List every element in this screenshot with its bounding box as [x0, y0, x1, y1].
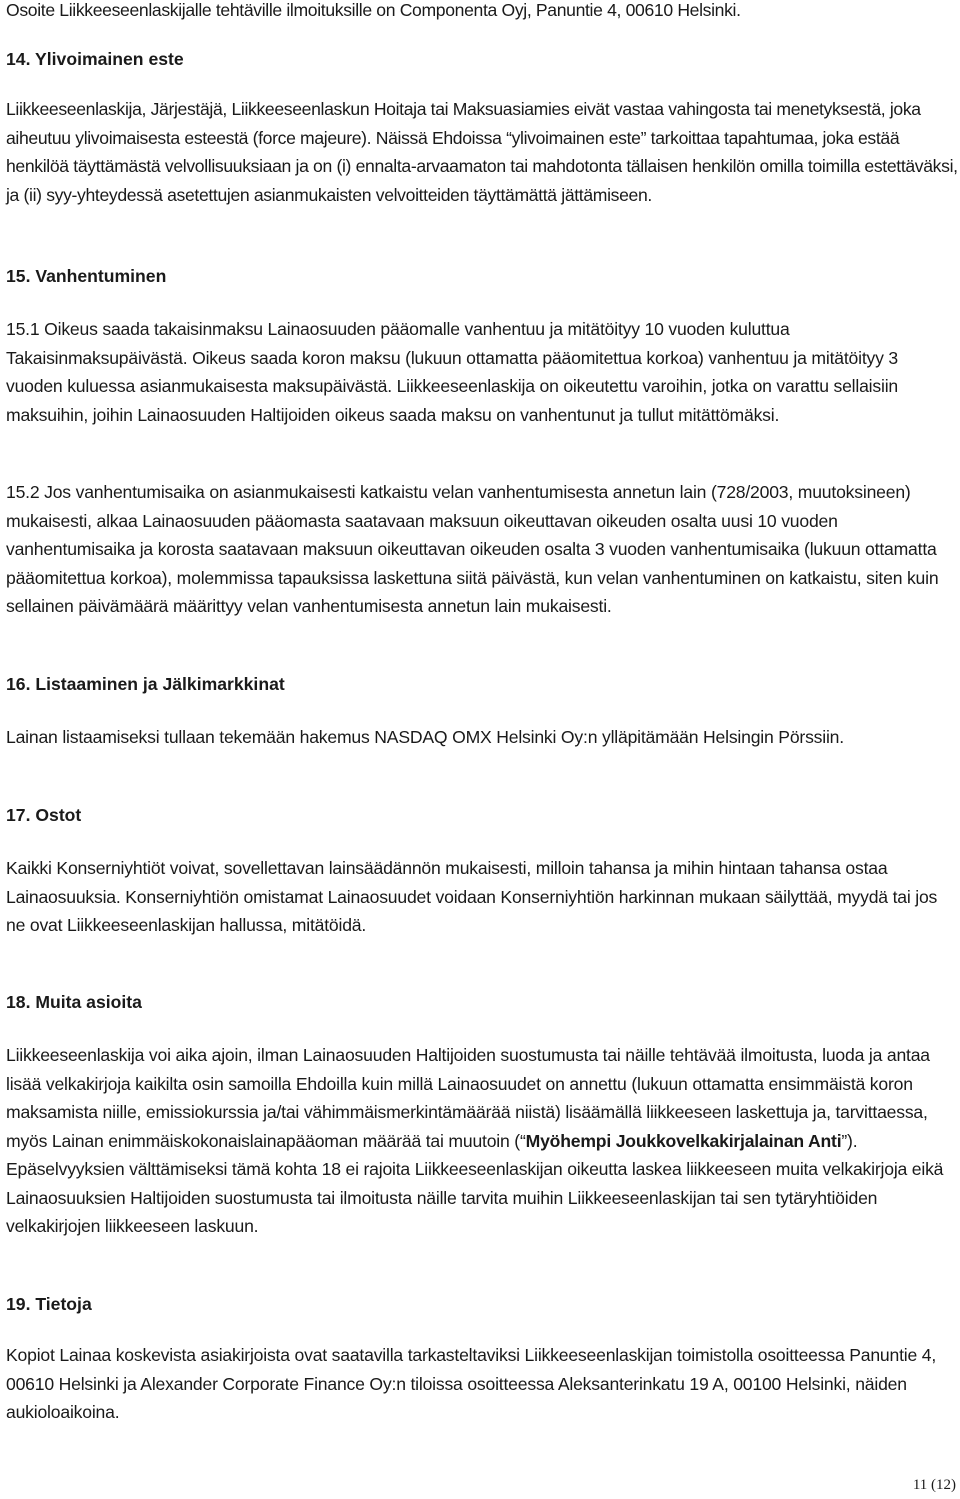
section-18-clarification: Epäselvyyksien välttämiseksi tämä kohta 18 ei rajoita Liikkeeseenlaskijan oikeutta laskea liikkeeseen muita velkakirjoja eikä Lainaosuuksien Haltijoiden suostumusta tai ilmoitusta näille tarvita muihin Liikkeeseenlaskijan tai sen tytäryhtiöiden velkakirjojen liikkeeseen laskuun. [6, 1159, 944, 1236]
section-15-1-paragraph: 15.1 Oikeus saada takaisinmaksu Lainaosuuden pääomalle vanhentuu ja mitätöityy 10 vuoden kuluttua Takaisinmaksupäivästä. Oikeus saada koron maksu (lukuun ottamatta pääomitettua korkoa) vanhentuu ja mitätöityy 3 vuoden kuluessa asianmukaisesta maksupäivästä. Liikkeeseenlaskija on oikeutettu varoihin, jotka on varattu sellaisiin maksuihin, joihin Lainaosuuden Haltijoiden oikeus saada maksu on vanhentunut ja tullut mitättömäksi. [6, 319, 898, 425]
section-15-2-paragraph: 15.2 Jos vanhentumisaika on asianmukaisesti katkaistu velan vanhentumisesta annetun lain (728/2003, muutoksineen) mukaisesti, alkaa Lainaosuuden pääomasta saatavaan maksuun oikeuttavan oikeuden osalta uusi 10 vuoden vanhentumisaika ja korosta saatavaan maksuun oikeuttavan oikeuden osalta 3 vuoden vanhentumisaika (lukuun ottamatta pääomitettua korkoa), molemmissa tapauksissa laskettuna siitä päivästä, kun velan vanhentuminen on katkaistu, siten kuin sellainen päivämäärä määrittyy velan vanhentumisesta annetun lain mukaisesti. [6, 482, 939, 616]
section-19-paragraph: Kopiot Lainaa koskevista asiakirjoista ovat saatavilla tarkasteltaviksi Liikkeeseenlaskijan toimistolla osoitteessa Panuntie 4, 00610 Helsinki ja Alexander Corporate Finance Oy:n tiloissa osoitteessa Aleksanterinkatu 19 A, 00100 Helsinki, näiden aukioloaikoina. [6, 1345, 937, 1422]
section-14-sentence-2: Näissä Ehdoissa “ylivoimainen este” tarkoittaa tapahtumaa, joka estää henkilöä täyttämästä velvollisuuksiaan ja on (i) ennalta-arvaamaton tai mahdotonta tällaisen henkilön omilla toimilla estettäväksi, ja (ii) syy-yhteydessä asetettujen asianmukaisten velvoitteiden täyttämättä jättämiseen. [6, 127, 958, 205]
section-17-heading: 17. Ostot [6, 805, 82, 825]
section-14-sentence-1: Liikkeeseenlaskija, Järjestäjä, Liikkeeseenlaskun Hoitaja tai Maksuasiamies eivät vastaa vahingosta tai menetyksestä, joka aiheutuu ylivoimaisesta esteestä (force majeure). [6, 99, 921, 148]
section-18-text-end: ”). [841, 1130, 858, 1151]
section-18-paragraph [6, 1041, 956, 1241]
defined-term: Myöhempi Joukkovelkakirjalainan Anti [525, 1130, 842, 1151]
section-16-heading: 16. Listaaminen ja Jälkimarkkinat [6, 674, 285, 694]
page-number: 11 (12) [912, 1477, 956, 1493]
section-14-heading: 14. Ylivoimainen este [6, 49, 184, 69]
section-18-heading: 18. Muita asioita [6, 992, 142, 1012]
section-16-paragraph: Lainan listaamiseksi tullaan tekemään hakemus NASDAQ OMX Helsinki Oy:n ylläpitämään Helsingin Pörssiin. [6, 727, 844, 747]
section-14-paragraph [6, 95, 958, 209]
section-18-text-start: Liikkeeseenlaskija voi aika ajoin, ilman Lainaosuuden Haltijoiden suostumusta tai näille tehtävää ilmoitusta, luoda ja antaa lisää velkakirjoja kaikilta osin samoilla Ehdoilla kuin millä Lainaosuudet on annettu (lukuun ottamatta ensimmäistä koron maksamista niille, emissiokurssia ja/tai vähimmäismerkintämäärää niistä) lisäämällä liikkeeseen laskettuja ja, tarvittaessa, myös Lainan enimmäiskokonaislainapääoman määrää tai muutoin (“ [6, 1045, 930, 1151]
section-19-heading: 19. Tietoja [6, 1294, 92, 1314]
section-17-paragraph: Kaikki Konserniyhtiöt voivat, sovellettavan lainsäädännön mukaisesti, milloin tahansa ja mihin hintaan tahansa ostaa Lainaosuuksia. Konserniyhtiön omistamat Lainaosuudet voidaan Konserniyhtiön harkinnan mukaan säilyttää, myydä tai jos ne ovat Liikkeeseenlaskijan hallussa, mitätöidä. [6, 858, 938, 935]
section-15-heading: 15. Vanhentuminen [6, 266, 167, 286]
notice-address-line: Osoite Liikkeeseenlaskijalle tehtäville ilmoituksille on Componenta Oyj, Panuntie 4, 00610 Helsinki. [6, 0, 741, 20]
